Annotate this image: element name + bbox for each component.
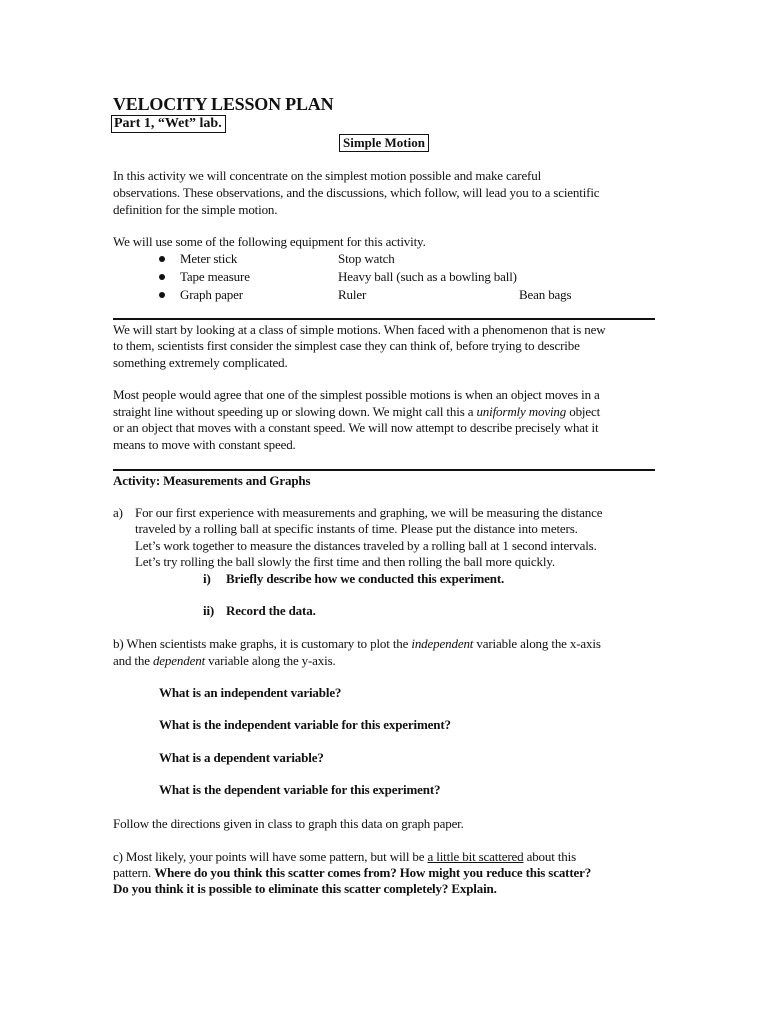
dependent-term: dependent — [152, 653, 206, 668]
subitem-ii-label: ii) — [203, 603, 215, 618]
start-line-1: We will start by looking at a class of simple motions. When faced with a phenomenon that is new — [113, 322, 606, 337]
item-a-label: a) — [113, 505, 123, 520]
question-3: What is a dependent variable? — [159, 750, 324, 765]
equipment-item: Tape measure — [180, 269, 250, 284]
item-c-line-1 — [113, 848, 576, 865]
motion-text: object — [566, 404, 601, 419]
intro-line-1: In this activity we will concentrate on the simplest motion possible and make careful — [113, 168, 542, 183]
item-c-text: pattern. — [113, 865, 155, 880]
equipment-item: Stop watch — [338, 251, 395, 266]
start-line-3: something extremely complicated. — [113, 355, 288, 370]
document-title: VELOCITY LESSON PLAN — [113, 94, 334, 114]
question-2: What is the independent variable for this experiment? — [159, 717, 451, 732]
motion-line-4: means to move with constant speed. — [113, 437, 296, 452]
equipment-item: Graph paper — [180, 287, 243, 302]
item-b-text: variable along the y-axis. — [205, 653, 336, 668]
independent-term: independent — [411, 636, 474, 651]
intro-line-2: observations. These observations, and the discussions, which follow, will lead you to a scientific — [113, 185, 600, 200]
item-b-text: and the — [113, 653, 153, 668]
equipment-item: Ruler — [338, 287, 367, 302]
follow-directions: Follow the directions given in class to graph this data on graph paper. — [113, 816, 464, 831]
equipment-item: Heavy ball (such as a bowling ball) — [338, 269, 517, 284]
subitem-ii-text: Record the data. — [226, 603, 316, 618]
bullet-icon — [159, 256, 165, 262]
start-line-2: to them, scientists first consider the simplest case they can think of, before trying to describe — [113, 338, 580, 353]
item-b-line-2 — [113, 652, 336, 669]
divider — [113, 469, 655, 471]
item-c-line-3: Do you think it is possible to eliminate this scatter completely? Explain. — [113, 881, 497, 896]
section-title: Simple Motion — [339, 134, 429, 152]
item-c-text: c) Most likely, your points will have some pattern, but will be — [113, 849, 428, 864]
uniformly-moving-term: uniformly moving — [476, 404, 567, 419]
item-c-text: about this — [523, 849, 576, 864]
part-heading: Part 1, “Wet” lab. — [111, 115, 226, 133]
divider — [113, 318, 655, 320]
item-b-text: b) When scientists make graphs, it is customary to plot the — [113, 636, 412, 651]
activity-heading: Activity: Measurements and Graphs — [113, 473, 311, 488]
bullet-icon — [159, 292, 165, 298]
subitem-i-text: Briefly describe how we conducted this experiment. — [226, 571, 505, 586]
motion-line-2 — [113, 403, 600, 420]
item-a-line-4: Let’s try rolling the ball slowly the first time and then rolling the ball more quickly. — [135, 554, 555, 569]
subitem-i-label: i) — [203, 571, 211, 586]
item-a-line-3: Let’s work together to measure the distances traveled by a rolling ball at 1 second intervals. — [135, 538, 597, 553]
scattered-term: a little bit scattered — [427, 849, 524, 864]
item-c-line-2 — [113, 864, 591, 881]
question-1: What is an independent variable? — [159, 685, 342, 700]
item-a-line-1: For our first experience with measurements and graphing, we will be measuring the distance — [135, 505, 603, 520]
intro-line-3: definition for the simple motion. — [113, 202, 278, 217]
equipment-item: Meter stick — [180, 251, 238, 266]
motion-text: straight line without speeding up or slowing down. We might call this a — [113, 404, 477, 419]
motion-line-1: Most people would agree that one of the simplest possible motions is when an object moves in a — [113, 387, 600, 402]
equipment-item: Bean bags — [519, 287, 572, 302]
bullet-icon — [159, 274, 165, 280]
equipment-intro: We will use some of the following equipment for this activity. — [113, 234, 426, 249]
scatter-question: Where do you think this scatter comes from? How might you reduce this scatter? — [154, 865, 592, 880]
item-b-line-1 — [113, 635, 601, 652]
question-4: What is the dependent variable for this experiment? — [159, 782, 441, 797]
item-a-line-2: traveled by a rolling ball at specific instants of time. Please put the distance into meters. — [135, 521, 578, 536]
item-b-text: variable along the x-axis — [473, 636, 601, 651]
motion-line-3: or an object that moves with a constant speed. We will now attempt to describe precisely what it — [113, 420, 599, 435]
